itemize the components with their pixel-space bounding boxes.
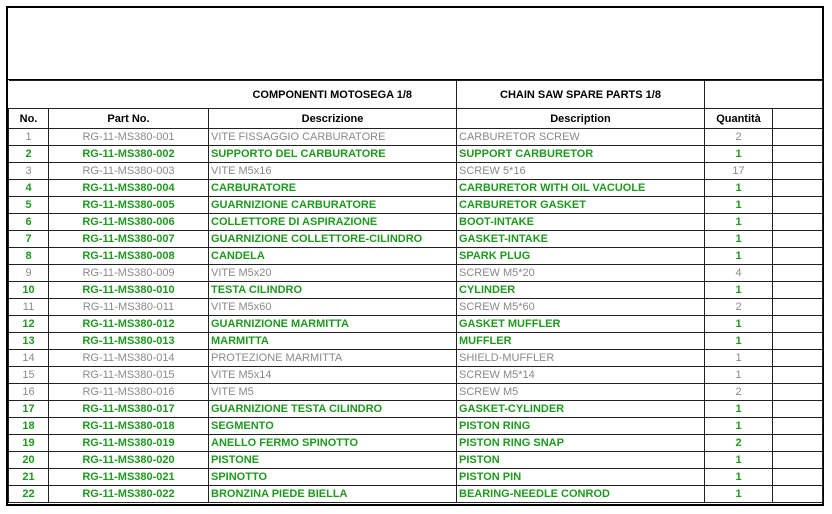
extra-cell bbox=[773, 401, 823, 418]
part-number: RG-11-MS380-010 bbox=[49, 282, 209, 299]
quantity: 1 bbox=[705, 469, 773, 486]
row-number: 11 bbox=[9, 299, 49, 316]
table-row bbox=[9, 146, 823, 163]
part-number: RG-11-MS380-011 bbox=[49, 299, 209, 316]
extra-cell bbox=[773, 316, 823, 333]
extra-cell bbox=[773, 146, 823, 163]
description-italian: CANDELA bbox=[209, 248, 457, 265]
header-description: Description bbox=[457, 109, 705, 129]
description-english: SCREW M5*60 bbox=[457, 299, 705, 316]
quantity: 1 bbox=[705, 197, 773, 214]
row-number: 20 bbox=[9, 452, 49, 469]
part-number: RG-11-MS380-003 bbox=[49, 163, 209, 180]
description-english: GASKET MUFFLER bbox=[457, 316, 705, 333]
quantity: 1 bbox=[705, 282, 773, 299]
title-italian: COMPONENTI MOTOSEGA 1/8 bbox=[209, 81, 457, 109]
table-row bbox=[9, 265, 823, 282]
description-english: GASKET-CYLINDER bbox=[457, 401, 705, 418]
description-italian: VITE M5 bbox=[209, 384, 457, 401]
parts-sheet bbox=[6, 6, 824, 506]
quantity: 1 bbox=[705, 316, 773, 333]
description-italian: VITE M5x60 bbox=[209, 299, 457, 316]
row-number: 14 bbox=[9, 350, 49, 367]
description-italian: TESTA CILINDRO bbox=[209, 282, 457, 299]
description-italian: VITE M5x16 bbox=[209, 163, 457, 180]
extra-cell bbox=[773, 452, 823, 469]
description-english: SHIELD-MUFFLER bbox=[457, 350, 705, 367]
extra-cell bbox=[773, 265, 823, 282]
description-english: CARBURETOR WITH OIL VACUOLE bbox=[457, 180, 705, 197]
header-part-no: Part No. bbox=[49, 109, 209, 129]
row-number: 21 bbox=[9, 469, 49, 486]
description-english: PISTON bbox=[457, 452, 705, 469]
part-number: RG-11-MS380-017 bbox=[49, 401, 209, 418]
row-number: 15 bbox=[9, 367, 49, 384]
description-italian: SUPPORTO DEL CARBURATORE bbox=[209, 146, 457, 163]
description-english: CARBURETOR GASKET bbox=[457, 197, 705, 214]
extra-cell bbox=[773, 418, 823, 435]
row-number: 18 bbox=[9, 418, 49, 435]
description-english: PISTON RING SNAP bbox=[457, 435, 705, 452]
part-number: RG-11-MS380-007 bbox=[49, 231, 209, 248]
quantity: 1 bbox=[705, 146, 773, 163]
table-row bbox=[9, 299, 823, 316]
row-number: 22 bbox=[9, 486, 49, 503]
title-row bbox=[9, 81, 823, 109]
part-number: RG-11-MS380-015 bbox=[49, 367, 209, 384]
extra-cell bbox=[773, 197, 823, 214]
header-blank-area bbox=[8, 8, 822, 80]
description-italian: ANELLO FERMO SPINOTTO bbox=[209, 435, 457, 452]
quantity: 1 bbox=[705, 248, 773, 265]
table-row bbox=[9, 418, 823, 435]
part-number: RG-11-MS380-022 bbox=[49, 486, 209, 503]
part-number: RG-11-MS380-009 bbox=[49, 265, 209, 282]
extra-cell bbox=[773, 129, 823, 146]
quantity: 1 bbox=[705, 418, 773, 435]
description-english: PISTON PIN bbox=[457, 469, 705, 486]
description-italian: GUARNIZIONE COLLETTORE-CILINDRO bbox=[209, 231, 457, 248]
description-italian: VITE M5x20 bbox=[209, 265, 457, 282]
table-row bbox=[9, 163, 823, 180]
extra-cell bbox=[773, 435, 823, 452]
description-english: CARBURETOR SCREW bbox=[457, 129, 705, 146]
table-row bbox=[9, 231, 823, 248]
table-row bbox=[9, 367, 823, 384]
extra-cell bbox=[773, 214, 823, 231]
quantity: 4 bbox=[705, 265, 773, 282]
table-row bbox=[9, 452, 823, 469]
extra-cell bbox=[773, 248, 823, 265]
extra-cell bbox=[773, 486, 823, 503]
description-italian: VITE M5x14 bbox=[209, 367, 457, 384]
table-row bbox=[9, 350, 823, 367]
table-row bbox=[9, 435, 823, 452]
description-italian: CARBURATORE bbox=[209, 180, 457, 197]
row-number: 16 bbox=[9, 384, 49, 401]
header-row bbox=[9, 109, 823, 129]
part-number: RG-11-MS380-014 bbox=[49, 350, 209, 367]
row-number: 8 bbox=[9, 248, 49, 265]
extra-cell bbox=[773, 367, 823, 384]
description-italian: GUARNIZIONE TESTA CILINDRO bbox=[209, 401, 457, 418]
quantity: 2 bbox=[705, 299, 773, 316]
table-row bbox=[9, 469, 823, 486]
description-italian: SEGMENTO bbox=[209, 418, 457, 435]
row-number: 9 bbox=[9, 265, 49, 282]
quantity: 2 bbox=[705, 129, 773, 146]
description-english: SCREW M5*14 bbox=[457, 367, 705, 384]
description-italian: GUARNIZIONE MARMITTA bbox=[209, 316, 457, 333]
extra-cell bbox=[773, 469, 823, 486]
description-english: SUPPORT CARBURETOR bbox=[457, 146, 705, 163]
description-italian: SPINOTTO bbox=[209, 469, 457, 486]
part-number: RG-11-MS380-008 bbox=[49, 248, 209, 265]
description-english: CYLINDER bbox=[457, 282, 705, 299]
row-number: 1 bbox=[9, 129, 49, 146]
part-number: RG-11-MS380-021 bbox=[49, 469, 209, 486]
quantity: 1 bbox=[705, 452, 773, 469]
quantity: 17 bbox=[705, 163, 773, 180]
row-number: 6 bbox=[9, 214, 49, 231]
description-english: SCREW 5*16 bbox=[457, 163, 705, 180]
title-english: CHAIN SAW SPARE PARTS 1/8 bbox=[457, 81, 705, 109]
description-italian: BRONZINA PIEDE BIELLA bbox=[209, 486, 457, 503]
extra-cell bbox=[773, 350, 823, 367]
header-quantita: Quantità bbox=[705, 109, 773, 129]
description-italian: COLLETTORE DI ASPIRAZIONE bbox=[209, 214, 457, 231]
table-row bbox=[9, 282, 823, 299]
row-number: 4 bbox=[9, 180, 49, 197]
part-number: RG-11-MS380-006 bbox=[49, 214, 209, 231]
extra-cell bbox=[773, 299, 823, 316]
table-row bbox=[9, 129, 823, 146]
title-end-spacer bbox=[705, 81, 823, 109]
description-english: SCREW M5 bbox=[457, 384, 705, 401]
quantity: 2 bbox=[705, 384, 773, 401]
row-number: 2 bbox=[9, 146, 49, 163]
quantity: 1 bbox=[705, 486, 773, 503]
table-row bbox=[9, 197, 823, 214]
table-row bbox=[9, 180, 823, 197]
part-number: RG-11-MS380-012 bbox=[49, 316, 209, 333]
header-descrizione: Descrizione bbox=[209, 109, 457, 129]
header-extra bbox=[773, 109, 823, 129]
extra-cell bbox=[773, 333, 823, 350]
description-italian: GUARNIZIONE CARBURATORE bbox=[209, 197, 457, 214]
extra-cell bbox=[773, 384, 823, 401]
quantity: 1 bbox=[705, 231, 773, 248]
quantity: 1 bbox=[705, 214, 773, 231]
description-english: SPARK PLUG bbox=[457, 248, 705, 265]
description-english: BEARING-NEEDLE CONROD bbox=[457, 486, 705, 503]
table-row bbox=[9, 486, 823, 503]
description-italian: VITE FISSAGGIO CARBURATORE bbox=[209, 129, 457, 146]
description-english: BOOT-INTAKE bbox=[457, 214, 705, 231]
extra-cell bbox=[773, 231, 823, 248]
description-italian: MARMITTA bbox=[209, 333, 457, 350]
title-spacer bbox=[9, 81, 209, 109]
table-row bbox=[9, 333, 823, 350]
part-number: RG-11-MS380-019 bbox=[49, 435, 209, 452]
quantity: 2 bbox=[705, 435, 773, 452]
description-english: PISTON RING bbox=[457, 418, 705, 435]
table-row bbox=[9, 401, 823, 418]
quantity: 1 bbox=[705, 401, 773, 418]
description-english: GASKET-INTAKE bbox=[457, 231, 705, 248]
part-number: RG-11-MS380-020 bbox=[49, 452, 209, 469]
description-italian: PISTONE bbox=[209, 452, 457, 469]
description-english: SCREW M5*20 bbox=[457, 265, 705, 282]
part-number: RG-11-MS380-004 bbox=[49, 180, 209, 197]
header-no: No. bbox=[9, 109, 49, 129]
row-number: 19 bbox=[9, 435, 49, 452]
quantity: 1 bbox=[705, 367, 773, 384]
quantity: 1 bbox=[705, 333, 773, 350]
row-number: 10 bbox=[9, 282, 49, 299]
row-number: 5 bbox=[9, 197, 49, 214]
extra-cell bbox=[773, 282, 823, 299]
row-number: 7 bbox=[9, 231, 49, 248]
part-number: RG-11-MS380-002 bbox=[49, 146, 209, 163]
part-number: RG-11-MS380-018 bbox=[49, 418, 209, 435]
table-row bbox=[9, 316, 823, 333]
table-row bbox=[9, 248, 823, 265]
extra-cell bbox=[773, 163, 823, 180]
row-number: 12 bbox=[9, 316, 49, 333]
description-english: MUFFLER bbox=[457, 333, 705, 350]
description-italian: PROTEZIONE MARMITTA bbox=[209, 350, 457, 367]
part-number: RG-11-MS380-001 bbox=[49, 129, 209, 146]
quantity: 1 bbox=[705, 350, 773, 367]
row-number: 3 bbox=[9, 163, 49, 180]
extra-cell bbox=[773, 180, 823, 197]
row-number: 17 bbox=[9, 401, 49, 418]
part-number: RG-11-MS380-005 bbox=[49, 197, 209, 214]
table-row bbox=[9, 384, 823, 401]
part-number: RG-11-MS380-013 bbox=[49, 333, 209, 350]
part-number: RG-11-MS380-016 bbox=[49, 384, 209, 401]
parts-table bbox=[8, 80, 823, 503]
quantity: 1 bbox=[705, 180, 773, 197]
table-row bbox=[9, 214, 823, 231]
row-number: 13 bbox=[9, 333, 49, 350]
